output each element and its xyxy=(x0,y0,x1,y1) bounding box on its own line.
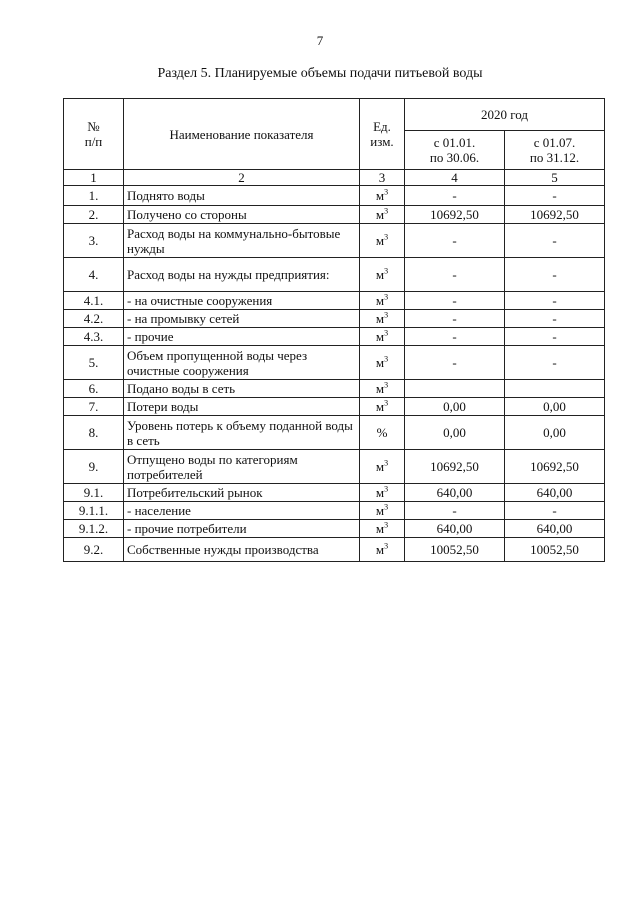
unit-superscript: 3 xyxy=(384,232,389,242)
header-period-1: с 01.01. по 30.06. xyxy=(405,131,505,170)
value-period-2: 10692,50 xyxy=(505,450,605,484)
table-row xyxy=(64,206,605,224)
table-row xyxy=(64,502,605,520)
unit-text: м xyxy=(375,399,385,414)
value-period-1: - xyxy=(405,346,505,380)
unit-cell xyxy=(360,416,405,450)
unit-superscript: 3 xyxy=(384,187,389,197)
unit-superscript: 3 xyxy=(384,398,389,408)
value-period-1: - xyxy=(405,502,505,520)
value-period-2: 10052,50 xyxy=(505,538,605,562)
unit-text: м xyxy=(375,503,385,518)
value-period-2: - xyxy=(505,346,605,380)
unit-superscript: 3 xyxy=(384,292,389,302)
header-unit: Ед. изм. xyxy=(360,99,405,170)
value-period-2: - xyxy=(505,186,605,206)
row-number: 4. xyxy=(64,258,124,292)
value-period-1: 640,00 xyxy=(405,484,505,502)
unit-cell xyxy=(360,398,405,416)
unit-cell xyxy=(360,502,405,520)
header-name: Наименование показателя xyxy=(124,99,360,170)
table-row xyxy=(64,520,605,538)
value-period-2: 640,00 xyxy=(505,484,605,502)
table-row xyxy=(64,258,605,292)
table-row xyxy=(64,224,605,258)
unit-superscript: 3 xyxy=(384,541,389,551)
value-period-2: 640,00 xyxy=(505,520,605,538)
indicator-name: Собственные нужды производства xyxy=(124,538,360,562)
value-period-1: - xyxy=(405,292,505,310)
unit-superscript: 3 xyxy=(384,206,389,216)
value-period-1: 640,00 xyxy=(405,520,505,538)
table-row xyxy=(64,398,605,416)
unit-superscript: 3 xyxy=(384,484,389,494)
value-period-2: - xyxy=(505,310,605,328)
unit-cell xyxy=(360,310,405,328)
column-number: 3 xyxy=(360,170,405,186)
value-period-2: - xyxy=(505,502,605,520)
unit-text: м xyxy=(375,233,385,248)
indicator-name: Получено со стороны xyxy=(124,206,360,224)
value-period-1: 0,00 xyxy=(405,398,505,416)
value-period-2: - xyxy=(505,292,605,310)
unit-superscript: 3 xyxy=(384,458,389,468)
unit-cell xyxy=(360,380,405,398)
indicator-name: Потребительский рынок xyxy=(124,484,360,502)
unit-superscript: 3 xyxy=(384,266,389,276)
water-supply-table xyxy=(63,98,605,562)
header-year: 2020 год xyxy=(405,99,605,131)
unit-cell xyxy=(360,258,405,292)
indicator-name: - на очистные сооружения xyxy=(124,292,360,310)
row-number: 8. xyxy=(64,416,124,450)
column-number-row xyxy=(64,170,605,186)
unit-cell xyxy=(360,328,405,346)
column-number: 1 xyxy=(64,170,124,186)
unit-text: м xyxy=(375,381,385,396)
page-number: 7 xyxy=(316,33,324,48)
unit-text: м xyxy=(375,521,385,536)
table-row xyxy=(64,346,605,380)
row-number: 7. xyxy=(64,398,124,416)
row-number: 1. xyxy=(64,186,124,206)
table-row xyxy=(64,186,605,206)
indicator-name: Отпущено воды по категориям потребителей xyxy=(124,450,360,484)
value-period-1: 10052,50 xyxy=(405,538,505,562)
header-num: № п/п xyxy=(64,99,124,170)
unit-text: м xyxy=(375,329,385,344)
row-number: 4.1. xyxy=(64,292,124,310)
value-period-2: 10692,50 xyxy=(505,206,605,224)
indicator-name: Подано воды в сеть xyxy=(124,380,360,398)
row-number: 9. xyxy=(64,450,124,484)
row-number: 4.2. xyxy=(64,310,124,328)
indicator-name: Объем пропущенной воды через очистные сооружения xyxy=(124,346,360,380)
indicator-name: - прочие xyxy=(124,328,360,346)
header-period-2: с 01.07. по 31.12. xyxy=(505,131,605,170)
row-number: 9.1.1. xyxy=(64,502,124,520)
value-period-2: 0,00 xyxy=(505,398,605,416)
row-number: 9.1.2. xyxy=(64,520,124,538)
indicator-name: - прочие потребители xyxy=(124,520,360,538)
value-period-2: - xyxy=(505,224,605,258)
column-number: 2 xyxy=(124,170,360,186)
unit-cell xyxy=(360,292,405,310)
table-row xyxy=(64,484,605,502)
indicator-name: Уровень потерь к объему поданной воды в сеть xyxy=(124,416,360,450)
unit-cell xyxy=(360,450,405,484)
unit-superscript: 3 xyxy=(384,520,389,530)
column-number: 4 xyxy=(405,170,505,186)
value-period-1: - xyxy=(405,310,505,328)
indicator-name: Расход воды на коммунально-бытовые нужды xyxy=(124,224,360,258)
value-period-1: - xyxy=(405,258,505,292)
unit-superscript: 3 xyxy=(384,380,389,390)
section-title: Раздел 5. Планируемые объемы подачи питьевой воды xyxy=(157,66,483,81)
unit-cell xyxy=(360,346,405,380)
unit-text: м xyxy=(375,459,385,474)
value-period-2: 0,00 xyxy=(505,416,605,450)
value-period-2: - xyxy=(505,258,605,292)
value-period-1: 10692,50 xyxy=(405,450,505,484)
unit-text: м xyxy=(375,188,385,203)
unit-superscript: 3 xyxy=(384,502,389,512)
unit-text: м xyxy=(375,311,385,326)
table-row xyxy=(64,450,605,484)
row-number: 2. xyxy=(64,206,124,224)
table-row xyxy=(64,416,605,450)
row-number: 4.3. xyxy=(64,328,124,346)
unit-superscript: 3 xyxy=(384,354,389,364)
table-row xyxy=(64,328,605,346)
unit-text: м xyxy=(375,207,385,222)
unit-cell xyxy=(360,538,405,562)
value-period-1: 0,00 xyxy=(405,416,505,450)
unit-text: м xyxy=(375,355,385,370)
table-row xyxy=(64,538,605,562)
indicator-name: - население xyxy=(124,502,360,520)
unit-superscript: 3 xyxy=(384,310,389,320)
unit-cell xyxy=(360,484,405,502)
value-period-1: - xyxy=(405,224,505,258)
row-number: 6. xyxy=(64,380,124,398)
indicator-name: - на промывку сетей xyxy=(124,310,360,328)
table-row xyxy=(64,310,605,328)
row-number: 3. xyxy=(64,224,124,258)
unit-text: м xyxy=(375,542,385,557)
unit-cell xyxy=(360,224,405,258)
unit-text: м xyxy=(375,485,385,500)
row-number: 9.1. xyxy=(64,484,124,502)
row-number: 9.2. xyxy=(64,538,124,562)
table-row xyxy=(64,292,605,310)
value-period-1: - xyxy=(405,186,505,206)
indicator-name: Поднято воды xyxy=(124,186,360,206)
unit-text: % xyxy=(376,425,388,440)
value-period-1: 10692,50 xyxy=(405,206,505,224)
unit-superscript: 3 xyxy=(384,328,389,338)
value-period-2: - xyxy=(505,328,605,346)
indicator-name: Потери воды xyxy=(124,398,360,416)
unit-text: м xyxy=(375,293,385,308)
value-period-1: - xyxy=(405,328,505,346)
unit-cell xyxy=(360,206,405,224)
row-number: 5. xyxy=(64,346,124,380)
unit-cell xyxy=(360,186,405,206)
table-row xyxy=(64,380,605,398)
unit-text: м xyxy=(375,267,385,282)
unit-cell xyxy=(360,520,405,538)
indicator-name: Расход воды на нужды предприятия: xyxy=(124,258,360,292)
value-period-2 xyxy=(505,380,605,398)
column-number: 5 xyxy=(505,170,605,186)
value-period-1 xyxy=(405,380,505,398)
